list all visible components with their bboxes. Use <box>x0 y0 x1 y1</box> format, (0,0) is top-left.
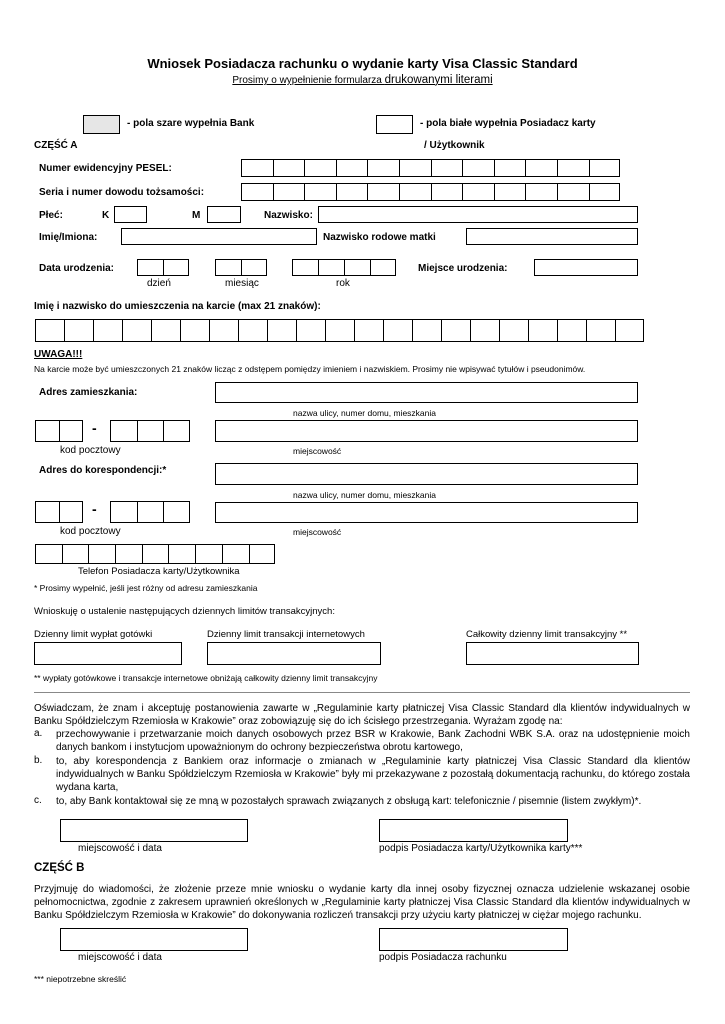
footnote-corr-address: * Prosimy wypełnić, jeśli jest różny od adresu zamieszkania <box>34 583 258 593</box>
corr-postal-code-caption: kod pocztowy <box>60 526 121 537</box>
declaration-c-marker: c. <box>34 795 42 806</box>
limit-total-input[interactable] <box>466 642 639 665</box>
warning-title: UWAGA!!! <box>34 349 83 360</box>
legend-gray-swatch <box>83 115 120 134</box>
id-doc-label: Seria i numer dowodu tożsamości: <box>39 187 205 198</box>
sex-m-checkbox[interactable] <box>207 206 241 223</box>
subtitle-text: Prosimy o wypełnienie formularza <box>232 75 385 86</box>
card-name-label: Imię i nazwisko do umieszczenia na karcie (max 21 znaków): <box>34 301 321 312</box>
subtitle-emphasis: drukowanymi literami <box>384 74 493 86</box>
declaration-b-marker: b. <box>34 755 43 766</box>
user-label: / Użytkownik <box>424 140 485 151</box>
limits-footnote: ** wypłaty gotówkowe i transakcje internetowe obniżają całkowity dzienny limit transakcyjny <box>34 673 378 683</box>
birth-month-field[interactable] <box>215 259 267 276</box>
corr-postal-code-suffix[interactable] <box>110 501 190 523</box>
legend-white-label: - pola białe wypełnia Posiadacz karty <box>420 118 596 129</box>
city-input[interactable] <box>215 420 638 442</box>
legend-white-swatch <box>376 115 413 134</box>
mother-name-input[interactable] <box>466 228 638 245</box>
birth-year-caption: rok <box>336 278 350 289</box>
part-a-heading: CZĘŚĆ A <box>34 140 78 151</box>
part-b-place-date-input[interactable] <box>60 928 248 951</box>
page-subtitle <box>0 74 725 86</box>
birth-day-field[interactable] <box>137 259 189 276</box>
id-doc-field[interactable] <box>241 183 620 201</box>
birth-year-field[interactable] <box>292 259 396 276</box>
declaration-a: przechowywanie i przetwarzanie moich danych osobowych przez BSR w Krakowie, Bank Zachodni WBK S.A. oraz na udostępnienie moich danych bankom i instytucjom upoważnionym do ochrony bezpieczeństwa obrotu kartowego, <box>56 729 690 753</box>
corr-street-input[interactable] <box>215 463 638 485</box>
pesel-label: Numer ewidencyjny PESEL: <box>39 163 172 174</box>
part-b-signature-box[interactable] <box>379 928 568 951</box>
postal-dash: - <box>92 420 97 436</box>
address-label: Adres zamieszkania: <box>39 387 138 398</box>
corr-postal-dash: - <box>92 501 97 517</box>
birth-month-caption: miesiąc <box>225 278 259 289</box>
mother-name-label: Nazwisko rodowe matki <box>323 232 436 243</box>
page-title: Wniosek Posiadacza rachunku o wydanie karty Visa Classic Standard <box>147 56 578 71</box>
birth-date-label: Data urodzenia: <box>39 263 115 274</box>
surname-input[interactable] <box>318 206 638 223</box>
card-name-field[interactable] <box>35 319 644 342</box>
corr-postal-code-prefix[interactable] <box>35 501 83 523</box>
sex-k-checkbox[interactable] <box>114 206 147 223</box>
legend-gray-label: - pola szare wypełnia Bank <box>127 118 255 129</box>
part-b-text: Przyjmuję do wiadomości, że złożenie przeze mnie wniosku o wydanie karty dla innej osoby fizycznej oznacza udzielenie wskazanej osobie pełnomocnictwa, zgodnie z zakresem uprawnień określonych w „Regulaminie karty płatniczej Visa Classic Standard dla klientów indywidualnych w Banku Spółdzielczym Rzemiosła w Krakowie” do dokonywania rozliczeń transakcji przy użyciu karty płatniczej w ciężar mojego rachunku. <box>34 884 690 921</box>
footnote-strike: *** niepotrzebne skreślić <box>34 974 127 984</box>
warning-text: Na karcie może być umieszczonych 21 znaków licząc z odstępem pomiędzy imieniem i nazwiskiem. Prosimy nie wpisywać tytułów i pseudonimów. <box>34 364 586 374</box>
sex-label: Płeć: <box>39 210 63 221</box>
first-names-input[interactable] <box>121 228 317 245</box>
birth-place-label: Miejsce urodzenia: <box>418 263 508 274</box>
corr-city-input[interactable] <box>215 502 638 523</box>
limit-internet-label: Dzienny limit transakcji internetowych <box>207 629 365 640</box>
sex-m-label: M <box>192 210 201 221</box>
phone-caption: Telefon Posiadacza karty/Użytkownika <box>78 566 240 577</box>
part-b-place-date-caption: miejscowość i data <box>78 952 162 963</box>
corr-city-caption: miejscowość <box>293 527 342 537</box>
section-divider <box>34 692 690 693</box>
place-date-input[interactable] <box>60 819 248 842</box>
city-caption: miejscowość <box>293 446 342 456</box>
signature-box[interactable] <box>379 819 568 842</box>
place-date-caption: miejscowość i data <box>78 843 162 854</box>
declaration-c: to, aby Bank kontaktował się ze mną w pozostałych sprawach związanych z obsługą kart: telefonicznie / pisemnie (listem zwykłym)*. <box>56 796 642 807</box>
limit-total-label: Całkowity dzienny limit transakcyjny ** <box>466 629 628 640</box>
pesel-field[interactable] <box>241 159 620 177</box>
limits-intro: Wnioskuję o ustalenie następujących dziennych limitów transakcyjnych: <box>34 606 335 617</box>
declaration-b: to, aby korespondencja z Bankiem oraz informacje o zmianach w „Regulaminie karty płatniczej Visa Classic Standard dla klientów indywidualnych w Banku Spółdzielczym Rzemiosła w Krakowie” były mi przekazywane z pozostałą dokumentacją rachunku, do którego została wydana karta, <box>56 756 690 793</box>
limit-cash-input[interactable] <box>34 642 182 665</box>
postal-code-caption: kod pocztowy <box>60 445 121 456</box>
street-input[interactable] <box>215 382 638 403</box>
first-names-label: Imię/Imiona: <box>39 232 98 243</box>
street-caption: nazwa ulicy, numer domu, mieszkania <box>293 408 436 418</box>
sex-k-label: K <box>102 210 110 221</box>
declaration-intro: Oświadczam, że znam i akceptuję postanowienia zawarte w „Regulaminie karty płatniczej Visa Classic Standard dla klientów indywidualnych w Banku Spółdzielczym Rzemiosła w Krakowie” oraz zobowiązuję się do ich ścisłego przestrzegania. Wyrażam zgodę na: <box>34 703 690 727</box>
limit-internet-input[interactable] <box>207 642 381 665</box>
birth-place-input[interactable] <box>534 259 638 276</box>
surname-label: Nazwisko: <box>264 210 313 221</box>
corr-address-label: Adres do korespondencji:* <box>39 465 167 476</box>
corr-street-caption: nazwa ulicy, numer domu, mieszkania <box>293 490 436 500</box>
part-b-heading: CZĘŚĆ B <box>34 862 85 874</box>
declaration-a-marker: a. <box>34 728 43 739</box>
part-b-signature-caption: podpis Posiadacza rachunku <box>379 952 507 963</box>
phone-field[interactable] <box>35 544 275 564</box>
postal-code-prefix[interactable] <box>35 420 83 442</box>
limit-cash-label: Dzienny limit wypłat gotówki <box>34 629 153 640</box>
birth-day-caption: dzień <box>147 278 171 289</box>
signature-caption: podpis Posiadacza karty/Użytkownika karty*** <box>379 843 583 854</box>
postal-code-suffix[interactable] <box>110 420 190 442</box>
